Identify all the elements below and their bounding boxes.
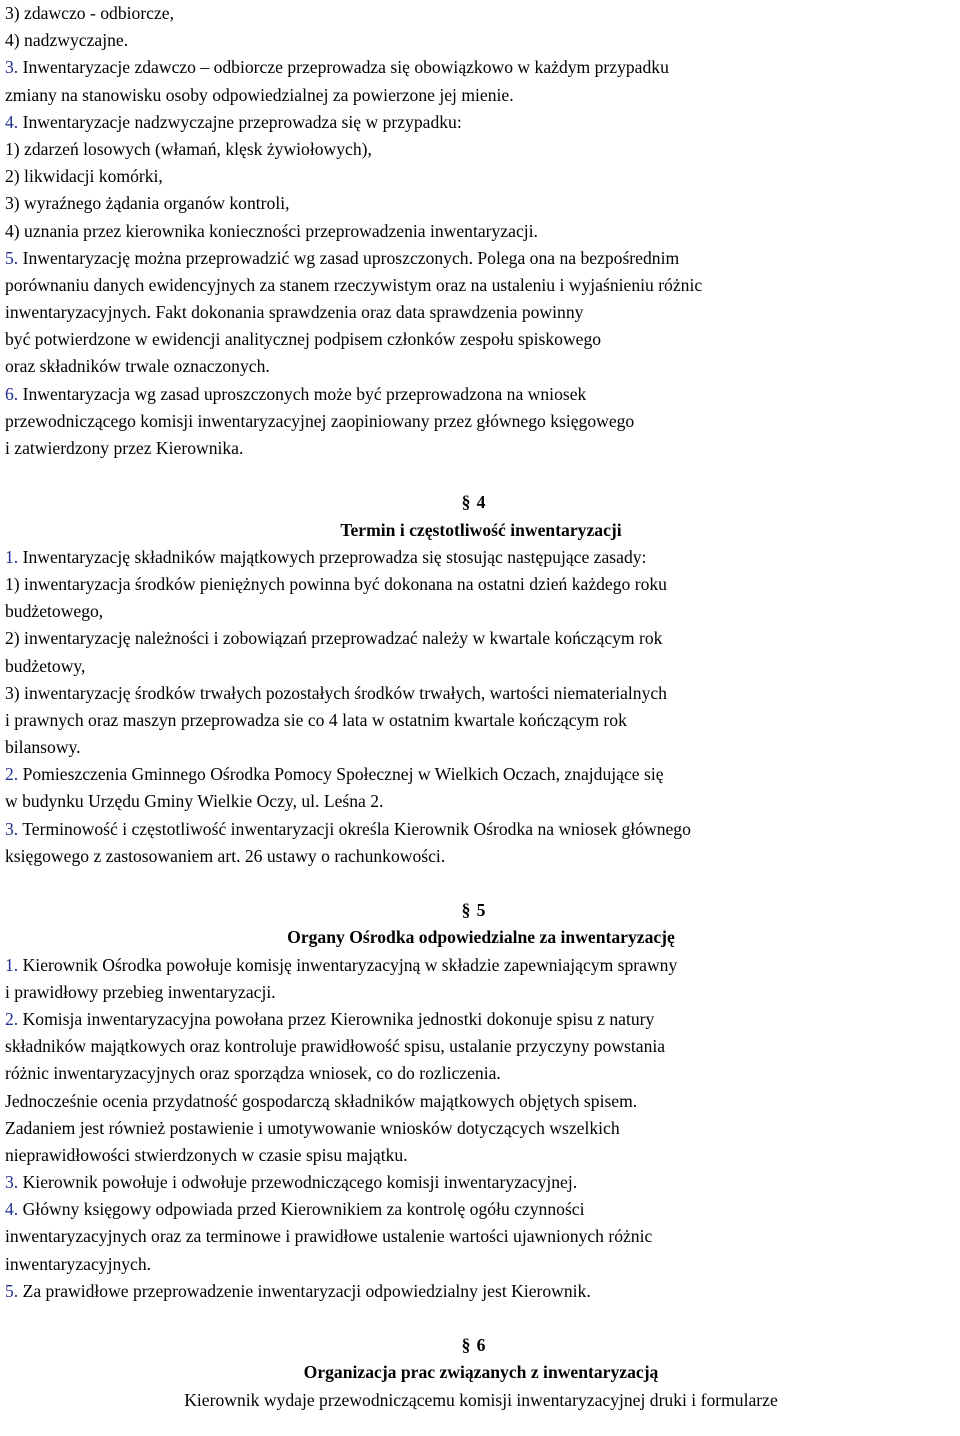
paragraph-1 <box>5 544 957 571</box>
paragraph-line: Kierownik wydaje przewodniczącemu komisji inwentaryzacyjnej druki i formularze <box>184 1389 778 1410</box>
list-item: 3) wyraźnego żądania organów kontroli, <box>5 193 290 214</box>
document-page <box>5 0 957 1414</box>
paragraph-text: Kierownik powołuje i odwołuje przewodniczącego komisji inwentaryzacyjnej. <box>18 1172 578 1193</box>
paragraph-5 <box>5 1278 957 1305</box>
section-number: 5 <box>476 900 486 921</box>
section-title: Organizacja prac związanych z inwentaryzacją <box>303 1362 659 1383</box>
paragraph-text: Kierownik Ośrodka powołuje komisję inwentaryzacyjną w składzie zapewniającym sprawny <box>18 954 678 975</box>
section-mark: § <box>461 492 471 513</box>
paragraph-line: inwentaryzacyjnych oraz za terminowe i prawidłowe ustalenie wartości ujawnionych różnic <box>5 1226 653 1247</box>
paragraph-line: być potwierdzone w ewidencji analitycznej podpisem członków zespołu spiskowego <box>5 329 602 350</box>
section-mark: § <box>461 900 471 921</box>
paragraph-number: 1. <box>5 954 19 975</box>
paragraph-text: Pomieszczenia Gminnego Ośrodka Pomocy Społecznej w Wielkich Oczach, znajdujące się <box>18 764 664 785</box>
paragraph-text: Terminowość i częstotliwość inwentaryzacji określa Kierownik Ośrodka na wniosek głównego <box>18 818 691 839</box>
spacer <box>5 462 957 489</box>
paragraph-number: 4. <box>5 1199 19 1220</box>
spacer <box>5 1305 957 1332</box>
list-item: 3) zdawczo - odbiorcze, <box>5 3 175 23</box>
paragraph-line: bilansowy. <box>5 737 81 758</box>
list-item: 1) zdarzeń losowych (włamań, klęsk żywiołowych), <box>5 138 372 159</box>
paragraph-line: różnic inwentaryzacyjnych oraz sporządza wniosek, co do rozliczenia. <box>5 1063 501 1084</box>
paragraph-3 <box>5 1169 957 1196</box>
paragraph-line: w budynku Urzędu Gminy Wielkie Oczy, ul. Leśna 2. <box>5 791 384 812</box>
paragraph-number: 3. <box>5 1172 19 1193</box>
section-title: Organy Ośrodka odpowiedzialne za inwentaryzację <box>287 927 675 948</box>
paragraph-text: Inwentaryzacje zdawczo – odbiorcze przeprowadza się obowiązkowo w każdym przypadku <box>18 57 669 78</box>
list-item: 1) inwentaryzacja środków pieniężnych powinna być dokonana na ostatni dzień każdego roku <box>5 573 667 594</box>
paragraph-text: Komisja inwentaryzacyjna powołana przez Kierownika jednostki dokonuje spisu z natury <box>18 1008 655 1029</box>
paragraph-line: Jednocześnie ocenia przydatność gospodarczą składników majątkowych objętych spisem. <box>5 1090 638 1111</box>
paragraph-line: i zatwierdzony przez Kierownika. <box>5 438 244 458</box>
paragraph-6 <box>5 381 957 408</box>
paragraph-line: nieprawidłowości stwierdzonych w czasie spisu majątku. <box>5 1144 408 1165</box>
paragraph-number: 6. <box>5 383 19 404</box>
paragraph-number: 5. <box>5 247 19 268</box>
spacer <box>5 870 957 897</box>
paragraph-line: budżetowy, <box>5 655 86 676</box>
paragraph-line: księgowego z zastosowaniem art. 26 ustawy o rachunkowości. <box>5 845 446 866</box>
paragraph-2 <box>5 761 957 788</box>
section-heading-number <box>5 897 957 924</box>
section-heading-number <box>5 1332 957 1359</box>
paragraph-line: oraz składników trwale oznaczonych. <box>5 356 270 377</box>
paragraph-4 <box>5 1196 957 1223</box>
paragraph-line: zmiany na stanowisku osoby odpowiedzialnej za powierzone jej mienie. <box>5 84 514 105</box>
paragraph-number: 3. <box>5 57 19 78</box>
section-heading-number <box>5 489 957 516</box>
paragraph-number: 3. <box>5 818 19 839</box>
paragraph-text: Inwentaryzację składników majątkowych przeprowadza się stosując następujące zasady: <box>18 546 647 567</box>
section-title: Termin i częstotliwość inwentaryzacji <box>340 519 622 540</box>
paragraph-number: 4. <box>5 111 19 132</box>
section-number: 6 <box>476 1335 486 1356</box>
paragraph-line: porównaniu danych ewidencyjnych za stanem rzeczywistym oraz na ustaleniu i wyjaśnieniu różnic <box>5 274 703 295</box>
list-item: 2) likwidacji komórki, <box>5 166 163 187</box>
paragraph-line: i prawnych oraz maszyn przeprowadza sie co 4 lata w ostatnim kwartale kończącym rok <box>5 709 627 730</box>
paragraph-number: 1. <box>5 546 19 567</box>
paragraph-3 <box>5 54 957 81</box>
list-item: 2) inwentaryzację należności i zobowiązań przeprowadzać należy w kwartale kończącym rok <box>5 628 663 649</box>
paragraph-2 <box>5 1006 957 1033</box>
paragraph-1 <box>5 952 957 979</box>
paragraph-line: inwentaryzacyjnych. Fakt dokonania sprawdzenia oraz data sprawdzenia powinny <box>5 302 584 323</box>
paragraph-number: 2. <box>5 1008 19 1029</box>
paragraph-number: 5. <box>5 1280 19 1301</box>
list-item: 4) uznania przez kierownika konieczności przeprowadzenia inwentaryzacji. <box>5 220 538 241</box>
list-item: 4) nadzwyczajne. <box>5 30 129 51</box>
paragraph-number: 2. <box>5 764 19 785</box>
paragraph-4 <box>5 109 957 136</box>
paragraph-line: budżetowego, <box>5 601 104 622</box>
paragraph-text: Inwentaryzacja wg zasad uproszczonych może być przeprowadzona na wniosek <box>18 383 587 404</box>
section-number: 4 <box>476 492 486 513</box>
paragraph-text: Inwentaryzację można przeprowadzić wg zasad uproszczonych. Polega ona na bezpośrednim <box>18 247 680 268</box>
list-item: 3) inwentaryzację środków trwałych pozostałych środków trwałych, wartości niematerialnych <box>5 682 667 703</box>
paragraph-text: Za prawidłowe przeprowadzenie inwentaryzacji odpowiedzialny jest Kierownik. <box>18 1280 591 1301</box>
paragraph-line: przewodniczącego komisji inwentaryzacyjnej zaopiniowany przez głównego księgowego <box>5 410 635 431</box>
paragraph-text: Inwentaryzacje nadzwyczajne przeprowadza się w przypadku: <box>18 111 462 132</box>
paragraph-text: Główny księgowy odpowiada przed Kierownikiem za kontrolę ogółu czynności <box>18 1199 585 1220</box>
section-mark: § <box>461 1335 471 1356</box>
paragraph-5 <box>5 245 957 272</box>
paragraph-line: składników majątkowych oraz kontroluje prawidłowość spisu, ustalanie przyczyny powstania <box>5 1036 666 1057</box>
paragraph-3 <box>5 816 957 843</box>
paragraph-line: inwentaryzacyjnych. <box>5 1253 152 1274</box>
paragraph-line: i prawidłowy przebieg inwentaryzacji. <box>5 981 276 1002</box>
paragraph-line: Zadaniem jest również postawienie i umotywowanie wniosków dotyczących wszelkich <box>5 1117 620 1138</box>
